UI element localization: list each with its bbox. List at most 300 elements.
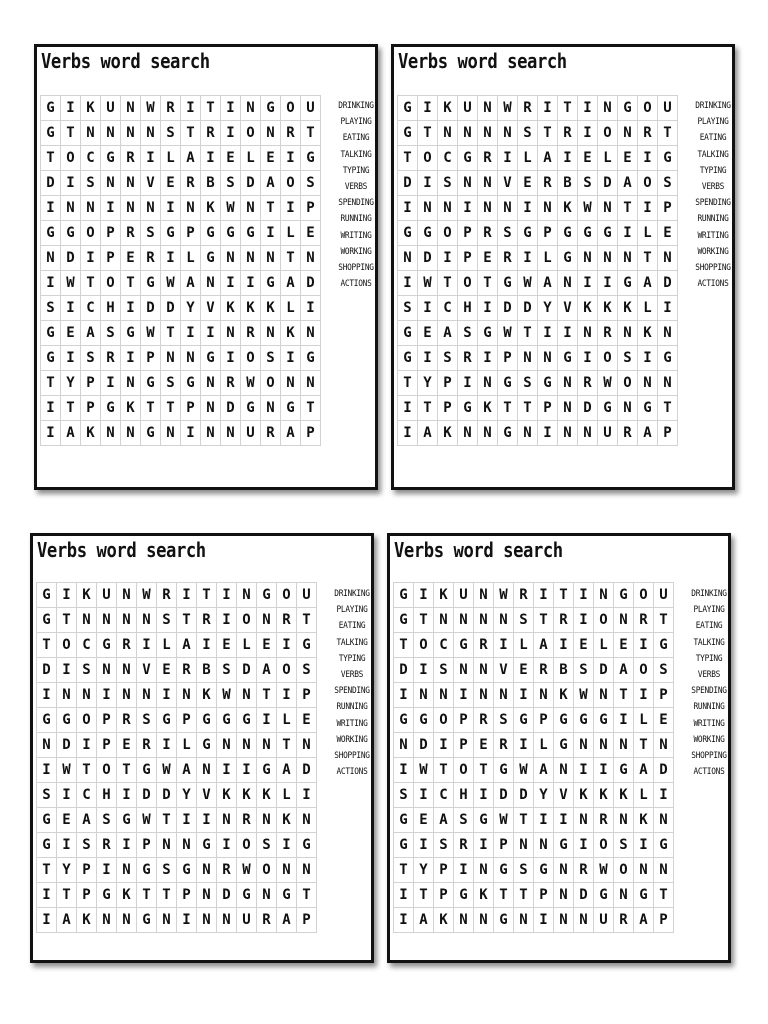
grid-cell: N — [514, 908, 534, 933]
grid-cell: R — [614, 908, 634, 933]
grid-cell: G — [554, 833, 574, 858]
grid-cell: K — [438, 96, 458, 121]
grid-cell: I — [554, 808, 574, 833]
grid-cell: T — [658, 121, 678, 146]
grid-cell: G — [514, 708, 534, 733]
grid-cell: E — [474, 733, 494, 758]
grid-cell: N — [41, 246, 61, 271]
grid-cell: I — [297, 783, 317, 808]
grid-cell: N — [301, 371, 321, 396]
grid-cell: N — [534, 683, 554, 708]
grid-cell: A — [281, 421, 301, 446]
grid-row — [41, 96, 321, 121]
grid-cell: I — [394, 683, 414, 708]
grid-cell: T — [157, 808, 177, 833]
grid-cell: P — [181, 221, 201, 246]
grid-row — [37, 708, 317, 733]
grid-cell: O — [97, 758, 117, 783]
grid-cell: I — [418, 346, 438, 371]
grid-cell: S — [101, 321, 121, 346]
grid-cell: N — [201, 421, 221, 446]
grid-cell: G — [37, 583, 57, 608]
grid-cell: I — [594, 758, 614, 783]
grid-cell: I — [177, 808, 197, 833]
grid-cell: N — [618, 246, 638, 271]
grid-cell: N — [614, 608, 634, 633]
grid-cell: K — [438, 421, 458, 446]
grid-cell: O — [77, 708, 97, 733]
grid-cell: A — [81, 321, 101, 346]
grid-cell: I — [578, 121, 598, 146]
grid-cell: N — [197, 908, 217, 933]
letter-grid — [397, 95, 678, 446]
grid-cell: G — [394, 808, 414, 833]
grid-cell: U — [598, 421, 618, 446]
grid-cell: T — [57, 883, 77, 908]
grid-row — [394, 633, 674, 658]
grid-cell: L — [594, 633, 614, 658]
grid-cell: I — [514, 733, 534, 758]
grid-cell: S — [438, 346, 458, 371]
grid-cell: E — [257, 633, 277, 658]
grid-cell: L — [161, 146, 181, 171]
grid-cell: T — [658, 396, 678, 421]
grid-cell: I — [558, 321, 578, 346]
grid-cell: N — [121, 371, 141, 396]
grid-row — [37, 658, 317, 683]
grid-row — [398, 321, 678, 346]
card-bottom-left — [30, 533, 374, 963]
grid-cell: N — [474, 608, 494, 633]
grid-cell: I — [414, 783, 434, 808]
grid-cell: P — [438, 371, 458, 396]
grid-cell: T — [181, 121, 201, 146]
grid-cell: D — [157, 783, 177, 808]
grid-cell: P — [141, 346, 161, 371]
grid-cell: T — [161, 396, 181, 421]
grid-cell: A — [538, 271, 558, 296]
grid-cell: P — [458, 246, 478, 271]
grid-cell: G — [554, 708, 574, 733]
grid-cell: N — [434, 608, 454, 633]
grid-cell: N — [514, 833, 534, 858]
grid-cell: T — [494, 883, 514, 908]
word-list-item: TALKING — [693, 637, 725, 648]
grid-cell: G — [558, 221, 578, 246]
grid-cell: O — [57, 633, 77, 658]
grid-cell: E — [658, 221, 678, 246]
grid-cell: N — [498, 196, 518, 221]
grid-row — [37, 683, 317, 708]
grid-cell: I — [237, 758, 257, 783]
grid-cell: G — [197, 833, 217, 858]
grid-cell: G — [418, 221, 438, 246]
grid-cell: A — [277, 908, 297, 933]
grid-cell: O — [261, 371, 281, 396]
puzzle-title: Verbs word search — [41, 49, 210, 73]
grid-cell: G — [137, 758, 157, 783]
grid-cell: T — [37, 858, 57, 883]
grid-cell: T — [514, 808, 534, 833]
grid-cell: T — [654, 608, 674, 633]
grid-cell: T — [418, 121, 438, 146]
grid-cell: D — [141, 296, 161, 321]
letter-grid — [393, 582, 674, 933]
grid-cell: N — [177, 683, 197, 708]
grid-cell: R — [574, 858, 594, 883]
grid-cell: W — [518, 271, 538, 296]
grid-cell: S — [658, 171, 678, 196]
grid-cell: N — [498, 121, 518, 146]
word-list-item: ACTIONS — [340, 279, 372, 290]
grid-cell: G — [634, 883, 654, 908]
grid-cell: T — [414, 883, 434, 908]
grid-cell: I — [538, 96, 558, 121]
grid-cell: G — [414, 708, 434, 733]
grid-cell: G — [137, 858, 157, 883]
grid-cell: E — [614, 633, 634, 658]
grid-cell: A — [534, 758, 554, 783]
grid-cell: N — [157, 833, 177, 858]
grid-cell: N — [237, 583, 257, 608]
grid-cell: G — [197, 708, 217, 733]
grid-cell: D — [297, 758, 317, 783]
grid-cell: N — [438, 121, 458, 146]
grid-cell: G — [97, 633, 117, 658]
word-list-item: VERBS — [697, 670, 721, 681]
grid-cell: T — [281, 246, 301, 271]
grid-row — [37, 608, 317, 633]
grid-cell: R — [634, 608, 654, 633]
grid-cell: N — [478, 96, 498, 121]
word-list-item: WRITING — [693, 718, 725, 729]
grid-cell: O — [598, 346, 618, 371]
grid-cell: N — [474, 858, 494, 883]
grid-cell: E — [578, 146, 598, 171]
grid-cell: R — [478, 221, 498, 246]
grid-cell: T — [297, 883, 317, 908]
grid-cell: H — [97, 783, 117, 808]
grid-cell: K — [558, 196, 578, 221]
grid-cell: A — [634, 908, 654, 933]
grid-cell: T — [614, 683, 634, 708]
grid-cell: N — [538, 196, 558, 221]
grid-cell: N — [578, 321, 598, 346]
grid-cell: E — [157, 658, 177, 683]
grid-cell: G — [141, 371, 161, 396]
grid-cell: R — [141, 246, 161, 271]
grid-row — [41, 121, 321, 146]
word-list-item: DRINKING — [338, 101, 374, 111]
grid-cell: K — [197, 683, 217, 708]
puzzle-title: Verbs word search — [394, 538, 563, 562]
grid-cell: A — [181, 146, 201, 171]
grid-cell: T — [438, 271, 458, 296]
grid-cell: L — [534, 733, 554, 758]
grid-cell: E — [297, 708, 317, 733]
grid-cell: U — [658, 96, 678, 121]
grid-cell: A — [618, 171, 638, 196]
grid-cell: I — [57, 833, 77, 858]
word-list-item: DRINKING — [695, 101, 731, 111]
grid-cell: W — [237, 858, 257, 883]
grid-cell: N — [414, 683, 434, 708]
grid-cell: S — [574, 658, 594, 683]
grid-cell: I — [554, 633, 574, 658]
grid-cell: G — [217, 708, 237, 733]
grid-cell: I — [201, 321, 221, 346]
grid-cell: G — [454, 883, 474, 908]
puzzle-title: Verbs word search — [37, 538, 206, 562]
grid-cell: S — [514, 858, 534, 883]
grid-cell: O — [634, 583, 654, 608]
grid-cell: P — [97, 708, 117, 733]
grid-cell: I — [478, 346, 498, 371]
grid-cell: T — [478, 271, 498, 296]
grid-cell: I — [598, 271, 618, 296]
grid-cell: V — [558, 296, 578, 321]
grid-cell: S — [257, 833, 277, 858]
grid-cell: N — [261, 321, 281, 346]
grid-cell: I — [57, 583, 77, 608]
grid-cell: P — [534, 708, 554, 733]
grid-cell: I — [534, 908, 554, 933]
grid-cell: N — [658, 371, 678, 396]
grid-cell: R — [277, 608, 297, 633]
grid-cell: T — [277, 733, 297, 758]
grid-cell: H — [458, 296, 478, 321]
grid-cell: N — [77, 683, 97, 708]
grid-cell: N — [197, 858, 217, 883]
grid-row — [37, 883, 317, 908]
grid-row — [398, 371, 678, 396]
grid-cell: L — [281, 296, 301, 321]
grid-cell: O — [638, 171, 658, 196]
grid-cell: P — [498, 346, 518, 371]
grid-cell: R — [201, 121, 221, 146]
grid-cell: N — [221, 246, 241, 271]
grid-cell: I — [117, 833, 137, 858]
grid-cell: D — [598, 171, 618, 196]
word-list-item: PLAYING — [693, 605, 725, 616]
grid-cell: N — [201, 371, 221, 396]
grid-cell: A — [438, 321, 458, 346]
grid-cell: T — [554, 583, 574, 608]
grid-cell: N — [117, 583, 137, 608]
grid-cell: I — [614, 708, 634, 733]
grid-cell: D — [574, 883, 594, 908]
grid-cell: K — [261, 296, 281, 321]
grid-cell: T — [518, 396, 538, 421]
grid-cell: G — [518, 221, 538, 246]
grid-cell: I — [37, 883, 57, 908]
grid-cell: T — [261, 196, 281, 221]
grid-cell: I — [177, 583, 197, 608]
grid-cell: P — [181, 396, 201, 421]
grid-cell: I — [281, 146, 301, 171]
grid-cell: G — [201, 221, 221, 246]
grid-cell: I — [638, 196, 658, 221]
grid-cell: W — [141, 96, 161, 121]
grid-cell: N — [478, 421, 498, 446]
grid-cell: I — [634, 833, 654, 858]
grid-cell: O — [454, 758, 474, 783]
word-list-item: ACTIONS — [693, 767, 725, 778]
grid-cell: P — [454, 708, 474, 733]
word-list-item: WORKING — [340, 246, 372, 257]
grid-cell: Y — [414, 858, 434, 883]
grid-cell: I — [634, 633, 654, 658]
grid-cell: T — [41, 146, 61, 171]
grid-cell: K — [217, 783, 237, 808]
grid-cell: S — [297, 658, 317, 683]
grid-cell: P — [538, 396, 558, 421]
grid-cell: N — [618, 321, 638, 346]
grid-cell: A — [61, 421, 81, 446]
grid-cell: O — [598, 121, 618, 146]
grid-row — [41, 296, 321, 321]
grid-cell: C — [77, 783, 97, 808]
grid-cell: I — [81, 246, 101, 271]
grid-cell: N — [301, 246, 321, 271]
grid-cell: S — [434, 658, 454, 683]
grid-cell: I — [57, 658, 77, 683]
grid-cell: K — [257, 783, 277, 808]
grid-cell: N — [201, 396, 221, 421]
grid-cell: K — [434, 583, 454, 608]
grid-row — [394, 908, 674, 933]
grid-cell: R — [157, 583, 177, 608]
grid-cell: G — [614, 583, 634, 608]
grid-row — [394, 608, 674, 633]
grid-cell: G — [498, 421, 518, 446]
grid-cell: E — [478, 246, 498, 271]
grid-cell: G — [101, 396, 121, 421]
grid-cell: C — [434, 633, 454, 658]
grid-cell: N — [478, 371, 498, 396]
grid-cell: H — [454, 783, 474, 808]
grid-cell: O — [257, 858, 277, 883]
grid-cell: I — [574, 758, 594, 783]
grid-cell: G — [598, 221, 618, 246]
grid-cell: K — [221, 296, 241, 321]
grid-cell: G — [458, 396, 478, 421]
grid-cell: K — [474, 883, 494, 908]
grid-cell: E — [514, 658, 534, 683]
grid-cell: N — [81, 196, 101, 221]
grid-cell: V — [197, 783, 217, 808]
grid-cell: N — [277, 858, 297, 883]
grid-row — [37, 908, 317, 933]
grid-cell: I — [438, 246, 458, 271]
grid-cell: N — [618, 396, 638, 421]
grid-cell: N — [101, 421, 121, 446]
grid-cell: I — [458, 371, 478, 396]
grid-cell: I — [434, 733, 454, 758]
grid-cell: N — [161, 346, 181, 371]
grid-cell: S — [434, 833, 454, 858]
word-list-item: SHOPPING — [691, 751, 727, 762]
grid-cell: U — [297, 583, 317, 608]
grid-cell: K — [614, 783, 634, 808]
grid-cell: W — [137, 583, 157, 608]
grid-cell: W — [141, 321, 161, 346]
grid-cell: R — [181, 171, 201, 196]
grid-cell: I — [538, 321, 558, 346]
grid-cell: N — [478, 171, 498, 196]
grid-cell: N — [394, 733, 414, 758]
grid-cell: R — [554, 608, 574, 633]
grid-cell: W — [137, 808, 157, 833]
grid-cell: N — [261, 121, 281, 146]
grid-cell: G — [41, 221, 61, 246]
grid-cell: R — [598, 321, 618, 346]
puzzle-title: Verbs word search — [398, 49, 567, 73]
grid-cell: T — [57, 608, 77, 633]
grid-cell: I — [534, 583, 554, 608]
grid-cell: T — [434, 758, 454, 783]
grid-row — [41, 146, 321, 171]
grid-cell: G — [41, 321, 61, 346]
grid-cell: N — [558, 371, 578, 396]
grid-cell: E — [618, 146, 638, 171]
grid-cell: N — [101, 171, 121, 196]
grid-cell: S — [221, 171, 241, 196]
grid-cell: O — [418, 146, 438, 171]
grid-cell: I — [398, 421, 418, 446]
grid-cell: N — [141, 121, 161, 146]
grid-cell: G — [121, 321, 141, 346]
grid-cell: G — [177, 858, 197, 883]
grid-cell: S — [141, 221, 161, 246]
grid-cell: N — [554, 858, 574, 883]
grid-cell: N — [574, 808, 594, 833]
grid-cell: T — [514, 883, 534, 908]
grid-cell: N — [221, 421, 241, 446]
word-list — [693, 98, 733, 292]
grid-cell: P — [438, 396, 458, 421]
grid-cell: I — [277, 683, 297, 708]
word-list-item: ACTIONS — [336, 767, 368, 778]
grid-cell: I — [181, 96, 201, 121]
word-list-item: DRINKING — [334, 589, 370, 599]
grid-cell: N — [141, 196, 161, 221]
grid-cell: E — [217, 633, 237, 658]
grid-cell: A — [614, 658, 634, 683]
grid-cell: S — [394, 783, 414, 808]
grid-cell: G — [57, 708, 77, 733]
grid-cell: I — [654, 783, 674, 808]
grid-cell: I — [418, 296, 438, 321]
word-list-item: DRINKING — [691, 589, 727, 599]
grid-cell: G — [261, 271, 281, 296]
grid-cell: N — [61, 196, 81, 221]
grid-cell: T — [394, 858, 414, 883]
grid-cell: N — [221, 321, 241, 346]
grid-cell: R — [458, 346, 478, 371]
grid-row — [37, 583, 317, 608]
grid-cell: K — [638, 321, 658, 346]
grid-cell: I — [37, 908, 57, 933]
grid-cell: R — [474, 708, 494, 733]
grid-row — [37, 633, 317, 658]
grid-cell: N — [117, 683, 137, 708]
grid-cell: I — [277, 633, 297, 658]
grid-cell: I — [97, 858, 117, 883]
grid-cell: D — [237, 658, 257, 683]
grid-cell: L — [538, 246, 558, 271]
grid-row — [398, 246, 678, 271]
